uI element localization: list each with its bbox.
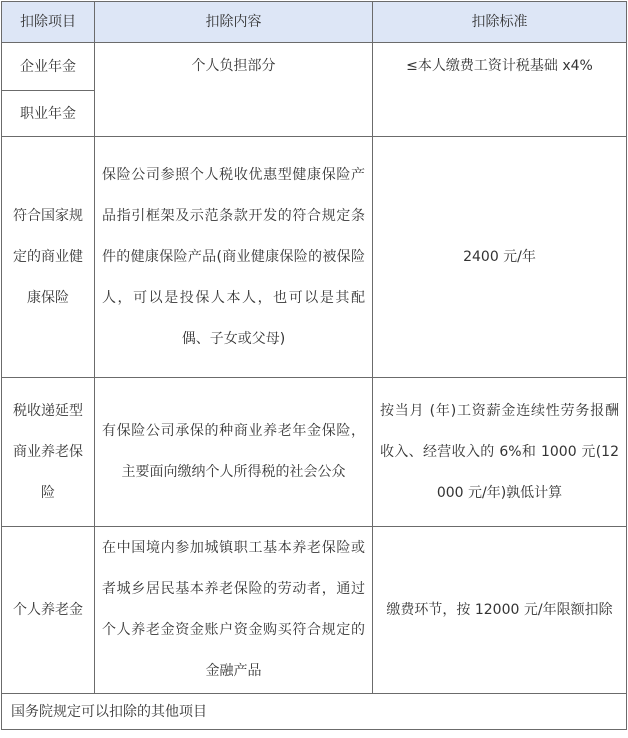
table-row [2,694,627,730]
row-item: 个人养老金 [2,527,95,694]
row-standard: 缴费环节，按 12000 元/年限额扣除 [373,527,627,694]
header-content: 扣除内容 [95,2,373,43]
header-item: 扣除项目 [2,2,95,43]
row-content: 在中国境内参加城镇职工基本养老保险或者城乡居民基本养老保险的劳动者，通过个人养老金资金账户资金购买符合规定的金融产品 [95,527,373,694]
row-content: 个人负担部分 [95,43,373,137]
table-row [2,43,627,91]
row-standard: 2400 元/年 [373,137,627,378]
row-item: 税收递延型商业养老保险 [2,378,95,527]
row-item: 符合国家规定的商业健康保险 [2,137,95,378]
table-row [2,527,627,694]
deduction-table [1,1,627,730]
row-item: 职业年金 [2,91,95,137]
row-item-full-width: 国务院规定可以扣除的其他项目 [2,694,627,730]
table-row [2,137,627,378]
row-item: 企业年金 [2,43,95,91]
header-standard: 扣除标准 [373,2,627,43]
header-row [2,2,627,43]
row-content: 保险公司参照个人税收优惠型健康保险产品指引框架及示范条款开发的符合规定条件的健康保险产品(商业健康保险的被保险人，可以是投保人本人，也可以是其配偶、子女或父母) [95,137,373,378]
row-standard: ≤本人缴费工资计税基础 x4% [373,43,627,137]
row-content: 有保险公司承保的种商业养老年金保险，主要面向缴纳个人所得税的社会公众 [95,378,373,527]
table-row [2,378,627,527]
row-standard: 按当月 (年)工资薪金连续性劳务报酬收入、经营收入的 6%和 1000 元(12000 元/年)孰低计算 [373,378,627,527]
